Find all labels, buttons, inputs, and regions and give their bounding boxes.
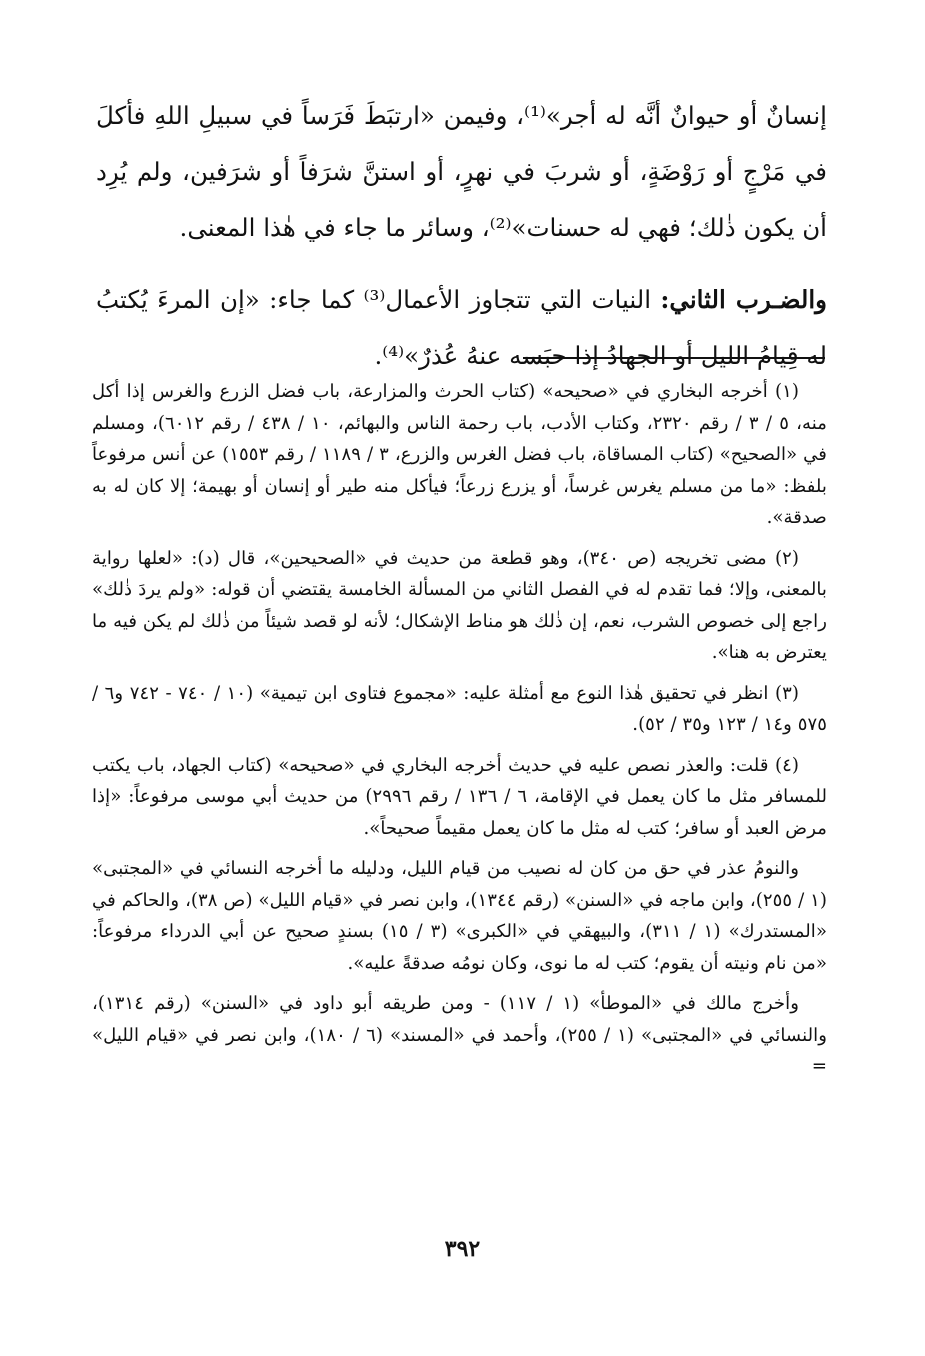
paragraph-2-body: النيات التي تتجاوز الأعمال⁽³⁾ كما جاء: «إن المرءَ يُكتبُ له قِيامُ الليل أو الجهادُ إذا حبَسه عنهُ عُذرٌ»⁽⁴⁾.	[96, 285, 827, 370]
footnote-4-continuation-1: والنومُ عذر في حق من كان له نصيب من قيام الليل، ودليله ما أخرجه النسائي في «المجتبى» (١ / ٢٥٥)، وابن ماجه في «السنن» (رقم ١٣٤٤)، وابن نصر في «قيام الليل» (ص ٣٨)، والحاكم في «المستدرك» (١ / ٣١١)، والبيهقي في «الكبرى» (٣ / ١٥) بسندٍ صحيح عن أبي الدرداء مرفوعاً: «من نام ونيته أن يقوم؛ كتب له ما نوى، وكان نومُه صدقةً عليه».	[92, 858, 827, 974]
main-text-block	[96, 88, 827, 384]
footnote-4: (٤) قلت: والعذر نصص عليه في حديث أخرجه البخاري في «صحيحه» (كتاب الجهاد، باب يكتب للمسافر مثل ما كان يعمل في الإقامة، ٦ / ١٣٦ / رقم ٢٩٩٦) من حديث أبي موسى مرفوعاً: «إذا مرض العبد أو سافر؛ كتب له مثل ما كان يعمل مقيماً صحيحاً».	[92, 754, 827, 839]
footnote-3: (٣) انظر في تحقيق هٰذا النوع مع أمثلة عليه: «مجموع فتاوى ابن تيمية» (١٠ / ٧٤٠ - ٧٤٢ و٦ / ٥٧٥ و١٤ / ١٢٣ و٣٥ / ٥٢).	[92, 682, 827, 735]
main-paragraph-1: إنسانٌ أو حيوانٌ أنَّه له أجر»⁽¹⁾، وفيمن «ارتبَطَ فَرَساً في سبيلِ اللهِ فأكلَ في مَرْجٍ أو رَوْضَةٍ، أو شربَ في نهرٍ، أو استنَّ شرَفاً أو شرَفين، ولم يُرِد أن يكون ذٰلك؛ فهي له حسنات»⁽²⁾، وسائر ما جاء في هٰذا المعنى.	[96, 101, 827, 242]
footnote-1: (١) أخرجه البخاري في «صحيحه» (كتاب الحرث والمزارعة، باب فضل الزرع والغرس إذا أكل منه، ٥ / ٣ / رقم ٢٣٢٠، وكتاب الأدب، باب رحمة الناس والبهائم، ١٠ / ٤٣٨ / رقم ٦٠١٢)، ومسلم في «الصحيح» (كتاب المساقاة، باب فضل الغرس والزرع، ٣ / ١١٨٩ / رقم ١٥٥٣) عن أنس مرفوعاً بلفظ: «ما من مسلم يغرس غرساً، أو يزرع زرعاً؛ فيأكل منه طير أو إنسان أو بهيمة؛ إلا كان له به صدقة».	[92, 381, 827, 528]
footnote-4-continuation-2: وأخرج مالك في «الموطأ» (١ / ١١٧) - ومن طريقه أبو داود في «السنن» (رقم ١٣١٤)، والنسائي في «المجتبى» (١ / ٢٥٥)، وأحمد في «المسند» (٦ / ١٨٠)، وابن نصر في «قيام الليل» =	[92, 993, 827, 1077]
footnote-separator-line	[523, 357, 825, 359]
paragraph-lead-heading: والضـرب الثاني:	[660, 285, 828, 314]
page-number: ٣٩٢	[444, 1236, 481, 1262]
main-paragraph-2	[96, 272, 827, 384]
footnotes-block	[92, 376, 827, 1092]
footnote-2: (٢) مضى تخريجه (ص ٣٤٠)، وهو قطعة من حديث في «الصحيحين»، قال (د): «لعلها رواية بالمعنى، وإلا؛ فما تقدم له في الفصل الثاني من المسألة الخامسة يقتضي أن قوله: «ولم يردَ ذٰلك» راجع إلى خصوص الشرب، نعم، إن ذٰلك هو مناط الإشكال؛ لأنه لو قصد شيئاً من ذٰلك لم يكن فيه ما يعترض به هنا».	[92, 547, 827, 663]
